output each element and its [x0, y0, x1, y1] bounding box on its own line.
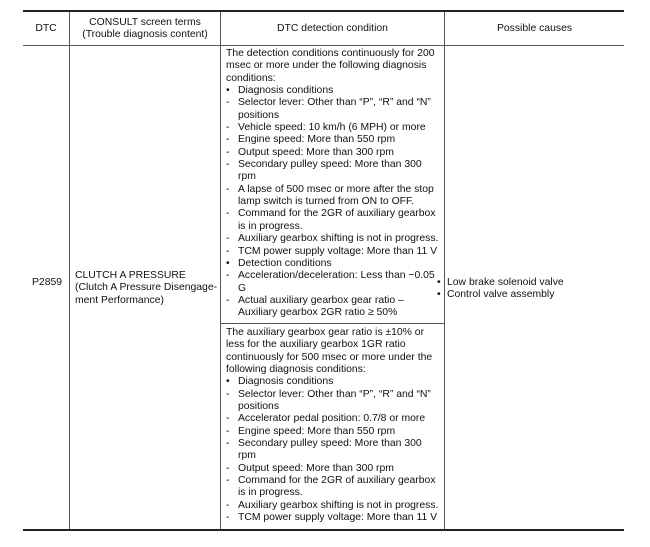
consult-title: CLUTCH A PRESSURE	[75, 270, 186, 281]
list-item: • Diagnosis conditions	[226, 85, 334, 97]
list-item: - A lapse of 500 msec or more after the stop lamp switch is turned from ON to OFF.	[226, 183, 434, 208]
list-item: - Command for the 2GR of auxiliary gearbox is in progress.	[226, 475, 436, 499]
condition-divider	[220, 323, 444, 324]
list-item: - Output speed: More than 300 rpm	[226, 146, 394, 158]
list-item: - Engine speed: More than 550 rpm	[226, 425, 396, 437]
dtc-code: P2859	[32, 277, 63, 288]
list-item: - TCM power supply voltage: More than 11 V	[226, 512, 438, 524]
list-item: • Detection conditions	[226, 257, 332, 269]
list-item: • Diagnosis conditions	[226, 376, 334, 388]
list-item: - Selector lever: Other than “P”, “R” and “N” positions	[226, 97, 431, 121]
condition-2-intro: The auxiliary gearbox gear ratio is ±10% or less for the auxiliary gearbox 1GR ratio continuously for 500 msec or more under the following diagnosis conditions:	[226, 327, 433, 376]
column-divider	[444, 12, 445, 529]
header-condition: DTC detection condition	[277, 23, 388, 34]
list-item: - Output speed: More than 300 rpm	[226, 462, 394, 474]
header-dtc: DTC	[35, 23, 57, 34]
condition-1-intro: The detection conditions continuously for 200 msec or more under the following diagnosis conditions:	[226, 48, 435, 84]
table-top-rule	[23, 10, 624, 12]
consult-terms	[75, 270, 218, 307]
consult-detail: (Clutch A Pressure Disengage-ment Performance)	[75, 282, 218, 306]
column-divider	[69, 12, 70, 529]
list-item: - TCM power supply voltage: More than 11 V	[226, 245, 438, 257]
list-item: - Actual auxiliary gearbox gear ratio – Auxiliary gearbox 2GR ratio ≥ 50%	[226, 294, 404, 319]
causes-list	[437, 277, 621, 302]
header-consult-line1: CONSULT screen terms	[89, 17, 201, 28]
list-item: - Vehicle speed: 10 km/h (6 MPH) or more	[226, 122, 426, 134]
condition-1-list	[226, 85, 440, 320]
list-item: - Acceleration/deceleration: Less than −0.05 G	[226, 270, 435, 294]
list-item: - Accelerator pedal position: 0.7/8 or more	[226, 413, 426, 425]
table-bottom-rule	[23, 529, 624, 531]
column-divider	[220, 12, 221, 529]
list-item: - Auxiliary gearbox shifting is not in progress.	[226, 499, 439, 511]
header-consult	[70, 17, 220, 42]
possible-causes	[437, 277, 621, 302]
condition-2-list	[226, 376, 440, 524]
condition-block-2	[226, 327, 440, 525]
list-item: • Control valve assembly	[437, 289, 555, 301]
list-item: - Secondary pulley speed: More than 300 rpm	[226, 159, 422, 183]
list-item: - Selector lever: Other than “P”, “R” and “N” positions	[226, 388, 431, 413]
list-item: - Secondary pulley speed: More than 300 rpm	[226, 438, 422, 462]
list-item: - Auxiliary gearbox shifting is not in progress.	[226, 233, 439, 245]
condition-block-1	[226, 48, 440, 320]
header-divider	[23, 45, 624, 46]
list-item: - Engine speed: More than 550 rpm	[226, 134, 396, 146]
header-causes: Possible causes	[496, 23, 573, 34]
header-consult-line2: (Trouble diagnosis content)	[82, 29, 208, 41]
list-item: • Low brake solenoid valve	[437, 277, 564, 288]
list-item: - Command for the 2GR of auxiliary gearbox is in progress.	[226, 208, 436, 232]
